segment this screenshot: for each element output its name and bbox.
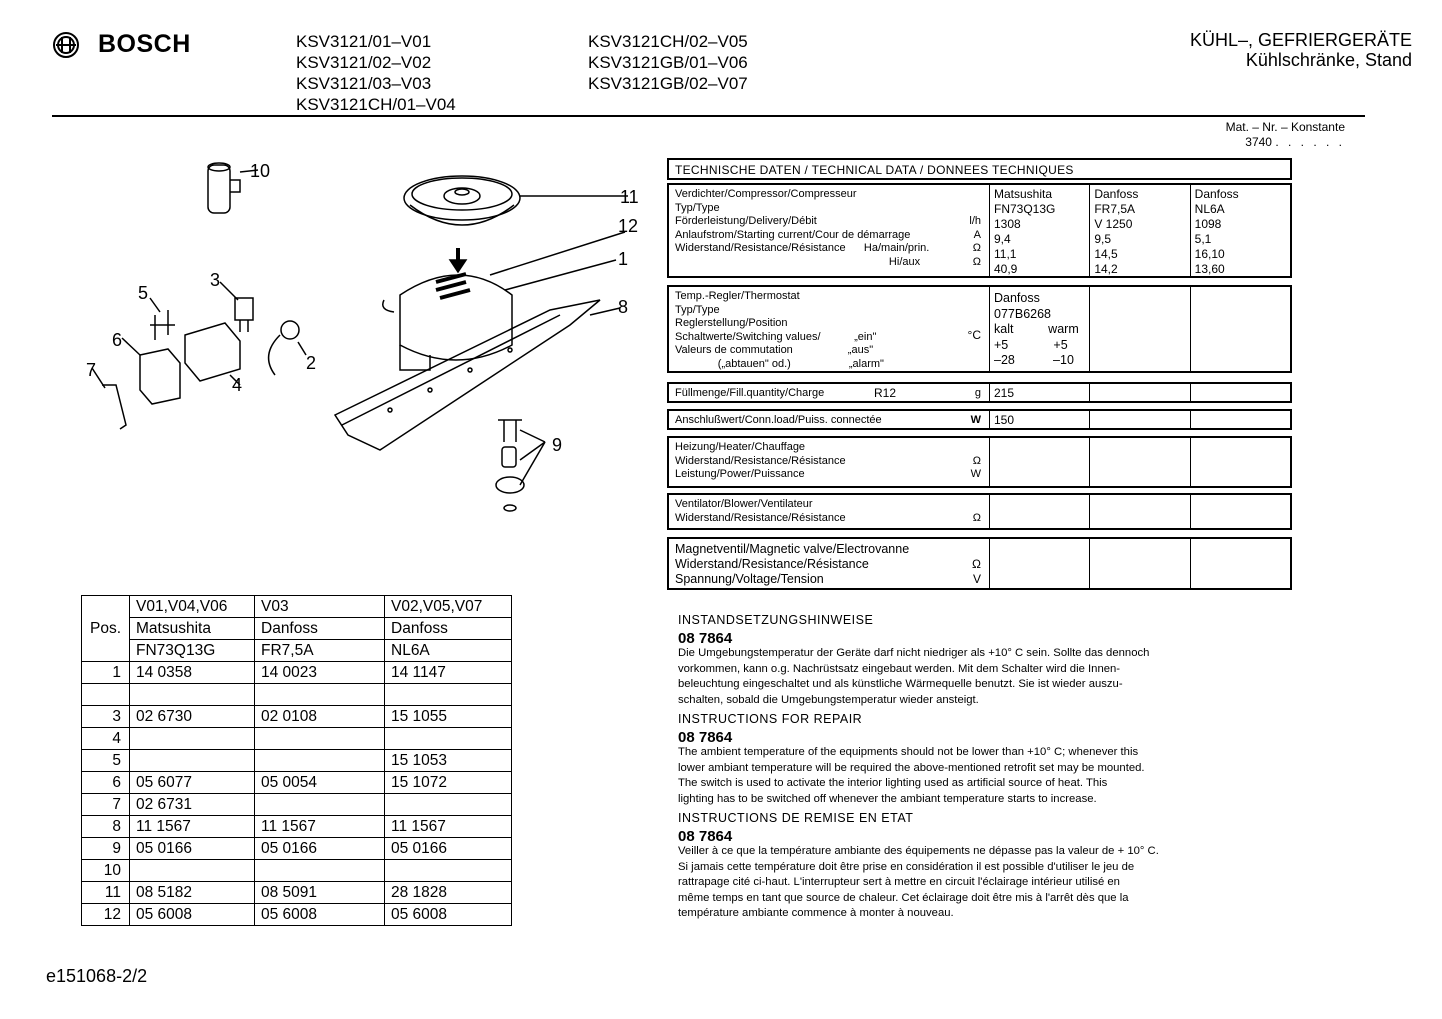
row-label: Verdichter/Compressor/Compresseur (675, 188, 857, 200)
table-cell (385, 684, 512, 706)
thermostat-labels (675, 290, 884, 371)
unit: V (972, 572, 981, 586)
type-header: FR7,5A (255, 640, 385, 662)
table-cell: 15 1055 (385, 706, 512, 728)
unit (941, 441, 981, 455)
document-id: e151068-2/2 (46, 966, 148, 986)
heater-col-2 (1089, 438, 1189, 486)
tech-data-title: TECHNISCHE DATEN / TECHNICAL DATA / DONNEES TECHNIQUES (667, 158, 1292, 180)
table-cell (130, 860, 255, 882)
table-cell: 05 6008 (255, 904, 385, 926)
load-col-2 (1089, 411, 1189, 428)
row-label: Spannung/Voltage/Tension (675, 572, 824, 586)
exploded-parts-diagram (80, 150, 660, 530)
table-row (82, 772, 512, 794)
heater-units (941, 441, 981, 482)
compressor-col-matsushita: Matsushita FN73Q13G 1308 9,4 11,1 40,9 (989, 185, 1089, 276)
charge-box (667, 382, 1292, 403)
table-cell: 28 1828 (385, 882, 512, 904)
table-cell: 05 6008 (130, 904, 255, 926)
matnr-dots: . . . . . . (1275, 135, 1345, 149)
model-list-1 (296, 31, 456, 115)
table-cell: 02 6730 (130, 706, 255, 728)
diagram-label-9: 9 (552, 435, 563, 455)
row-label: („abtauen" od.) „alarm" (675, 357, 884, 370)
blower-col-3 (1190, 495, 1290, 528)
diagram-label-3: 3 (210, 270, 221, 290)
table-cell: 15 1053 (385, 750, 512, 772)
note-line: même temps en tant que source de chaleur. Cet éclairage doit être mis à l'arrêt dès que la (678, 891, 1129, 904)
row-label: Ventilator/Blower/Ventilateur (675, 498, 813, 510)
model-item: KSV3121/03–V03 (296, 74, 432, 93)
matnr-value: 3740 (1245, 135, 1272, 149)
table-cell: 8 (82, 816, 130, 838)
category-title: KÜHL–, GEFRIERGERÄTE (1189, 30, 1412, 50)
note-section (678, 712, 1238, 807)
table-cell: 05 6008 (385, 904, 512, 926)
table-row (82, 750, 512, 772)
table-cell: 08 5182 (130, 882, 255, 904)
model-item: KSV3121CH/01–V04 (296, 95, 456, 114)
charge-unit: g (974, 387, 981, 399)
unit (941, 202, 981, 216)
blower-col-2 (1089, 495, 1189, 528)
make-header: Danfoss (255, 618, 385, 640)
model-item: KSV3121GB/02–V07 (588, 74, 748, 93)
diagram-label-2: 2 (306, 353, 317, 373)
screw-part (498, 420, 522, 442)
heater-col-3 (1190, 438, 1290, 486)
relay-part (235, 298, 253, 320)
make-header: Danfoss (385, 618, 512, 640)
thermostat-col-3 (1190, 287, 1290, 371)
unit (941, 498, 981, 512)
base-plate-part (335, 300, 600, 450)
blower-units (941, 498, 981, 525)
refrigerant: R12 (874, 386, 897, 400)
charge-col-3 (1190, 384, 1290, 401)
note-heading: INSTRUCTIONS FOR REPAIR (678, 712, 863, 726)
compressor-labels (675, 188, 929, 269)
table-cell (130, 684, 255, 706)
heater-box (667, 436, 1292, 488)
charge-label: Füllmenge/Fill.quantity/Charge (675, 387, 825, 399)
row-label: Leistung/Power/Puissance (675, 468, 805, 480)
note-line: schalten, sobald die Umgebungstemperatur wieder ansteigt. (678, 693, 979, 706)
note-number: 08 7864 (678, 827, 733, 845)
valve-col-1 (989, 539, 1089, 588)
table-cell: 02 0108 (255, 706, 385, 728)
table-cell: 11 (82, 882, 130, 904)
table-cell: 14 0358 (130, 662, 255, 684)
model-list-2 (588, 31, 748, 94)
pos-header: Pos. (82, 596, 130, 662)
row-label: Widerstand/Resistance/Résistance (675, 511, 846, 524)
table-row (82, 794, 512, 816)
bracket-part (102, 385, 126, 429)
capacitor-part (208, 165, 230, 213)
unit: A (973, 228, 981, 241)
charge-col-2 (1089, 384, 1189, 401)
table-cell: 11 1567 (255, 816, 385, 838)
model-item: KSV3121CH/02–V05 (588, 32, 748, 51)
thermostat-col-danfoss: Danfoss 077B6268 kalt warm +5 +5 –28 –10 (989, 287, 1089, 371)
note-line: Si jamais cette température doit être prise en considération il est possible d'utiliser le jeu de (678, 860, 1135, 873)
note-heading: INSTRUCTIONS DE REMISE EN ETAT (678, 811, 914, 825)
thermostat-box (667, 285, 1292, 373)
unit: Ω (972, 255, 981, 268)
table-cell: 10 (82, 860, 130, 882)
diagram-label-4: 4 (232, 375, 243, 395)
note-number: 08 7864 (678, 728, 733, 746)
charge-value: 215 (989, 384, 1089, 401)
table-cell: 05 6077 (130, 772, 255, 794)
unit: W (970, 468, 981, 480)
diagram-label-8: 8 (618, 297, 629, 317)
note-number: 08 7864 (678, 629, 733, 647)
note-line: Die Umgebungstemperatur der Geräte darf nicht niedriger als +10° C sein. Sollte das dennoch (678, 647, 1150, 659)
unit: Ω (972, 242, 981, 254)
matnr-label: Mat. – Nr. – Konstante (1225, 120, 1345, 134)
valve-col-3 (1190, 539, 1290, 588)
row-label: Widerstand/Resistance/Résistance Ha/main/prin. (675, 242, 930, 254)
heater-col-1 (989, 438, 1089, 486)
note-line: The switch is used to activate the interior lighting used as artificial source of heat. This (678, 777, 1108, 789)
note-heading: INSTANDSETZUNGSHINWEISE (678, 613, 874, 627)
unit: Ω (972, 454, 981, 467)
note-line: beleuchtung eingeschaltet und als künstliche Wärmequelle benutzt. Sie ist wieder auszu- (678, 678, 1123, 690)
unit: Ω (972, 557, 981, 571)
load-box (667, 409, 1292, 430)
row-label: Magnetventil/Magnetic valve/Electrovanne (675, 542, 910, 556)
compressor-units (941, 188, 981, 269)
header-divider (52, 115, 1365, 117)
table-cell: 11 1567 (385, 816, 512, 838)
cover-part (140, 349, 180, 404)
valve-box (667, 537, 1292, 590)
diagram-label-12: 12 (618, 216, 639, 236)
row-label: Heizung/Heater/Chauffage (675, 441, 806, 453)
table-cell: 3 (82, 706, 130, 728)
note-line: rattrapage cité ci-haut. L'interrupteur sert à mettre en circuit l'éclairage intérieur utilisé en (678, 876, 1120, 888)
table-cell (385, 728, 512, 750)
compressor-col-danfoss-fr: Danfoss FR7,5A V 1250 9,5 14,5 14,2 (1089, 185, 1189, 276)
table-cell: 02 6731 (130, 794, 255, 816)
table-cell (385, 794, 512, 816)
table-cell (82, 684, 130, 706)
table-cell (255, 750, 385, 772)
blower-col-1 (989, 495, 1089, 528)
type-header: FN73Q13G (130, 640, 255, 662)
compressor-box (667, 183, 1292, 278)
clip-part (150, 310, 175, 340)
table-cell: 1 (82, 662, 130, 684)
table-cell: 08 5091 (255, 882, 385, 904)
table-cell: 12 (82, 904, 130, 926)
table-row (82, 860, 512, 882)
row-label: Schaltwerte/Switching values/ „ein" (675, 330, 877, 343)
row-label: Förderleistung/Delivery/Débit (675, 215, 817, 227)
category (1120, 30, 1412, 70)
note-line: vorkommen, kann o.g. Nachrüstsatz eingebaut werden. Mit dem Schalter wird die Innen- (678, 662, 1121, 675)
load-value: 150 (989, 411, 1089, 428)
repair-notes (678, 609, 1238, 926)
table-cell: 7 (82, 794, 130, 816)
variant-header: V02,V05,V07 (385, 596, 512, 618)
diagram-label-10: 10 (250, 161, 271, 181)
table-cell (130, 750, 255, 772)
material-number (1140, 120, 1345, 150)
table-cell (255, 794, 385, 816)
table-cell: 5 (82, 750, 130, 772)
table-row (82, 838, 512, 860)
parts-table (81, 595, 512, 926)
table-cell: 14 0023 (255, 662, 385, 684)
row-label: Reglerstellung/Position (675, 317, 788, 329)
row-label: Temp.-Regler/Thermostat (675, 290, 800, 302)
table-cell: 11 1567 (130, 816, 255, 838)
row-label: Hi/aux (675, 255, 921, 268)
load-col-3 (1190, 411, 1290, 428)
table-row (82, 882, 512, 904)
thermostat-unit: °C (967, 328, 981, 342)
table-cell: 14 1147 (385, 662, 512, 684)
unit (941, 542, 981, 557)
model-item: KSV3121GB/01–V06 (588, 53, 748, 72)
note-section (678, 613, 1238, 708)
type-header: NL6A (385, 640, 512, 662)
unit: l/h (969, 215, 981, 227)
row-label: Anlaufstrom/Starting current/Cour de démarrage (675, 228, 911, 241)
diagram-label-5: 5 (138, 283, 149, 303)
blower-box (667, 493, 1292, 530)
load-label: Anschlußwert/Conn.load/Puiss. connectée (675, 414, 882, 426)
table-row (82, 728, 512, 750)
category-subtitle: Kühlschränke, Stand (1245, 50, 1412, 70)
diagram-label-11: 11 (620, 187, 639, 207)
bosch-logo-icon (52, 31, 80, 59)
variant-header: V01,V04,V06 (130, 596, 255, 618)
valve-col-2 (1089, 539, 1189, 588)
table-row (82, 662, 512, 684)
table-row (82, 904, 512, 926)
table-cell: 4 (82, 728, 130, 750)
brand-name: BOSCH (98, 30, 191, 58)
row-label: Typ/Type (675, 303, 720, 316)
model-item: KSV3121/01–V01 (296, 32, 432, 51)
row-label: Widerstand/Resistance/Résistance (675, 454, 846, 467)
variant-header: V03 (255, 596, 385, 618)
note-section (678, 811, 1238, 922)
table-cell (385, 860, 512, 882)
table-cell (255, 684, 385, 706)
model-item: KSV3121/02–V02 (296, 53, 432, 72)
table-row (82, 684, 512, 706)
table-row (82, 706, 512, 728)
table-cell: 6 (82, 772, 130, 794)
table-row (82, 816, 512, 838)
table-cell (255, 860, 385, 882)
brand (52, 30, 191, 59)
make-header: Matsushita (130, 618, 255, 640)
note-line: Veiller à ce que la température ambiante des équipements ne dépasse pas la valeur de + 10° C. (678, 845, 1159, 857)
table-cell (130, 728, 255, 750)
diagram-label-7: 7 (86, 360, 97, 380)
table-cell: 9 (82, 838, 130, 860)
compressor-col-danfoss-nl: Danfoss NL6A 1098 5,1 16,10 13,60 (1190, 185, 1290, 276)
table-cell: 05 0166 (130, 838, 255, 860)
row-label: Widerstand/Resistance/Résistance (675, 557, 869, 571)
note-line: The ambient temperature of the equipments should not be lower than +10° C; whenever this (678, 746, 1139, 758)
valve-units (941, 542, 981, 587)
note-line: température ambiante commence à monter à nouveau. (678, 907, 954, 919)
diagram-label-6: 6 (112, 330, 123, 350)
row-label: Valeurs de commutation „aus" (675, 344, 874, 356)
table-cell (255, 728, 385, 750)
table-cell: 05 0054 (255, 772, 385, 794)
table-cell: 05 0166 (255, 838, 385, 860)
unit (941, 188, 981, 202)
note-line: lighting has to be switched off whenever the ambiant temperature starts to increase. (678, 792, 1097, 805)
note-line: lower ambiant temperature will be required the above-mentioned retrofit set may be mounted. (678, 761, 1145, 774)
table-cell: 05 0166 (385, 838, 512, 860)
table-cell: 15 1072 (385, 772, 512, 794)
load-unit: W (970, 414, 981, 426)
row-label: Typ/Type (675, 201, 720, 214)
thermostat-col-2 (1089, 287, 1189, 371)
diagram-label-1: 1 (618, 249, 629, 269)
protector-part (185, 323, 240, 381)
unit: Ω (972, 511, 981, 524)
plug-part (281, 321, 299, 339)
